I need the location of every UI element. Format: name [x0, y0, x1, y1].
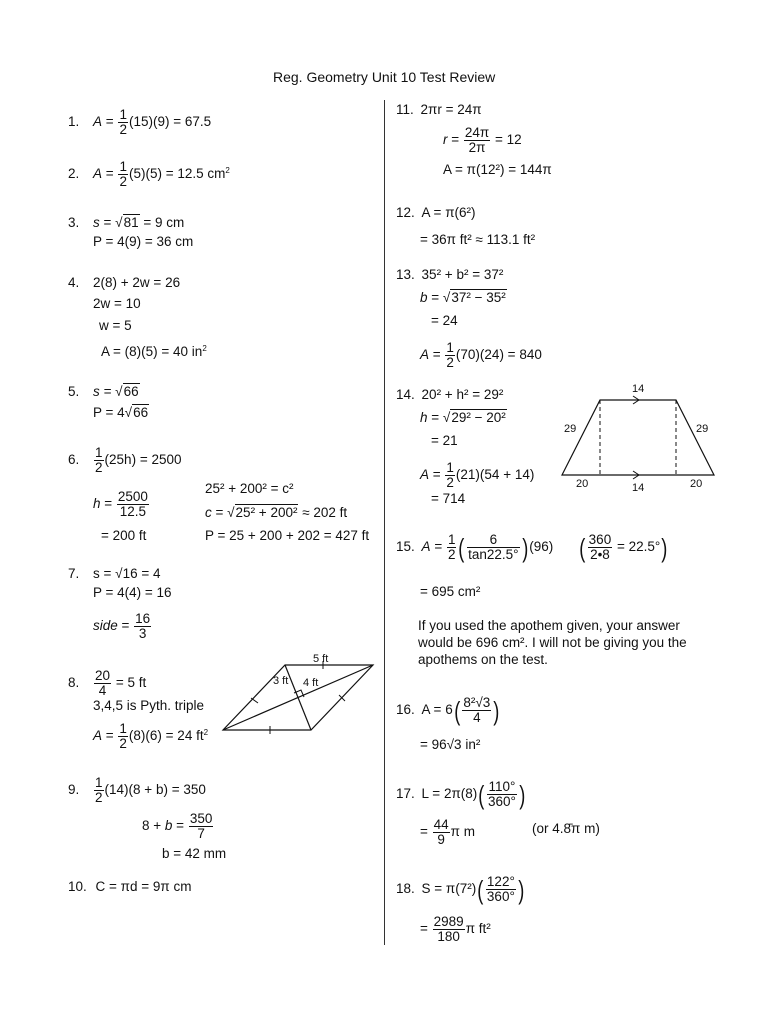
trap-bottom-left-label: 20 — [576, 478, 589, 490]
problem-6-c-eq: 25² + 200² = c² — [205, 481, 294, 496]
problem-number: 3. — [68, 215, 80, 230]
problem-2: 2. A = $\frac{1}{2}$ (5)(5) = 12.5 $cm^2$ — [68, 159, 230, 189]
problem-6-h-value: = 200 ft — [101, 528, 147, 543]
problem-12: 12. A = π(6²) — [396, 205, 476, 220]
problem-5-line2: P = 4√66 — [93, 405, 149, 420]
rhombus-left-label: 3 ft — [273, 675, 289, 687]
problem-13-line3: = 24 — [431, 313, 458, 328]
problem-16: 16. A = 6( $\frac{\text{8²√3}}{4}$ ) — [396, 695, 500, 726]
problem-6: 6. $\frac{1}{2}$ (25h) = 2500 — [68, 445, 182, 475]
problem-number: 9. — [68, 782, 80, 798]
problem-15: 15. A = $\frac{1}{2}$ ( $\frac{6}{\tan 22.5^\circ}$ )(96) — [396, 532, 554, 563]
problem-number: 7. — [68, 566, 80, 581]
problem-4-line2: 2w = 10 — [93, 296, 141, 311]
problem-13: 13. 35² + b² = 37² — [396, 267, 504, 282]
problem-16-line2: = 96√3 in² — [420, 737, 481, 752]
problem-10: 10. C = πd = 9π cm — [68, 879, 192, 894]
problem-18-line2: = $\frac{2989}{180}$ π ft² — [420, 914, 491, 944]
problem-7: 7. s = √16 = 4 — [68, 566, 161, 581]
problem-9: 9. $\frac{1}{2}$ (14)(8 + b) = 350 — [68, 775, 206, 805]
equation: 2(8) + 2w = 26 — [93, 275, 181, 290]
problem-13-line2: b = √37² − 35² — [420, 290, 506, 305]
problem-11-line2: r = $\frac{24\pi}{2\pi}$ = 12 — [443, 125, 522, 155]
problem-6-c: c = √25² + 200² ≈ 202 ft — [205, 505, 348, 520]
problem-number: 4. — [68, 275, 80, 290]
problem-number: 5. — [68, 384, 80, 399]
problem-number: 2. — [68, 166, 80, 182]
problem-number: 8. — [68, 675, 80, 691]
problem-4-line4: A = (8)(5) = 40 $in^2$ — [101, 344, 207, 359]
problem-number: 10. — [68, 879, 87, 894]
problem-13-line4: A = $\frac{1}{2}$ (70)(24) = 840 — [420, 340, 542, 370]
problem-17: 17. L = 2π(8)( $\frac{110^\circ}{360^\circ}$ ) — [396, 779, 526, 810]
problem-14: 14. 20² + h² = 29² — [396, 387, 504, 402]
rhombus-right-label: 4 ft — [303, 677, 319, 689]
problem-12-line2: = 36π ft² ≈ 113.1 ft² — [420, 232, 536, 247]
page-title: Reg. Geometry Unit 10 Test Review — [273, 69, 496, 85]
trap-top-label: 14 — [632, 383, 645, 395]
problem-number: 15. — [396, 539, 415, 555]
problem-9-line3: b = 42 mm — [162, 846, 227, 861]
problem-15-paren: ( $\frac{360}{2•8}$ = 22.5°) — [579, 532, 668, 563]
problem-5: 5. s = √66 — [68, 384, 139, 399]
problem-number: 14. — [396, 387, 415, 402]
answer: = 67.5 — [173, 114, 212, 130]
trap-bottom-right-label: 20 — [690, 478, 703, 490]
problem-8: 8. $\frac{20}{4}$ = 5 ft — [68, 668, 147, 698]
problem-14-line3: = 21 — [431, 433, 458, 448]
trapezoid-figure — [556, 380, 726, 495]
problem-14-line5: = 714 — [431, 491, 466, 506]
problem-7-line2: P = 4(4) = 16 — [93, 585, 172, 600]
problem-15-note: If you used the apothem given, your answer would be 696 cm². I will not be giving you the apothems on the test. — [418, 618, 687, 667]
problem-14-line2: h = √29² − 20² — [420, 410, 506, 425]
problem-14-line4: A = $\frac{1}{2}$ (21)(54 + 14) — [420, 460, 535, 490]
column-divider — [384, 100, 385, 945]
problem-number: 1. — [68, 114, 80, 130]
answer: = 12.5 cm — [165, 166, 226, 182]
problem-3: 3. s = √81 = 9 cm — [68, 215, 185, 230]
problem-17-line2: = $\frac{44}{9}$ π m — [420, 817, 475, 847]
trap-right-label: 29 — [696, 423, 709, 435]
problem-8-line3: A = $\frac{1}{2}$ (8)(6) = 24 $ft^2$ — [93, 721, 209, 751]
problem-1: 1. A = $\frac{1}{2}$ (15)(9) = 67.5 — [68, 107, 212, 137]
problem-6-p: P = 25 + 200 + 202 = 427 ft — [205, 528, 370, 543]
problem-18: 18. S = π(7²)( $\frac{122^\circ}{360^\circ}$ ) — [396, 874, 525, 905]
problem-6-h: h = $\frac{2500}{12.5}$ — [93, 489, 148, 519]
problem-number: 6. — [68, 452, 80, 468]
problem-15-line2: = 695 cm² — [420, 584, 481, 599]
problem-17-alt: (or 4.8̄π m) — [532, 821, 600, 836]
problem-9-line2: 8 + b = $\frac{350}{7}$ — [142, 811, 213, 841]
problem-number: 17. — [396, 786, 415, 802]
problem-4 — [68, 274, 180, 291]
trap-bottom-mid-label: 14 — [632, 482, 645, 494]
problem-number: 18. — [396, 881, 415, 897]
problem-number: 11. — [396, 102, 414, 117]
problem-11: 11. 2πr = 24π — [396, 102, 482, 117]
problem-number: 16. — [396, 702, 415, 718]
rhombus-figure — [218, 650, 378, 740]
problem-number: 13. — [396, 267, 415, 282]
problem-4-line3: w = 5 — [99, 318, 132, 333]
problem-11-line3: A = π(12²) = 144π — [443, 162, 552, 177]
answer: = 9 cm — [143, 215, 185, 230]
problem-3-line2: P = 4(9) = 36 cm — [93, 234, 194, 249]
problem-8-line2: 3,4,5 is Pyth. triple — [93, 698, 205, 713]
trap-left-label: 29 — [564, 423, 577, 435]
problem-number: 12. — [396, 205, 415, 220]
rhombus-top-label: 5 ft — [313, 653, 329, 665]
problem-7-side: side = $\frac{16}{3}$ — [93, 611, 151, 641]
